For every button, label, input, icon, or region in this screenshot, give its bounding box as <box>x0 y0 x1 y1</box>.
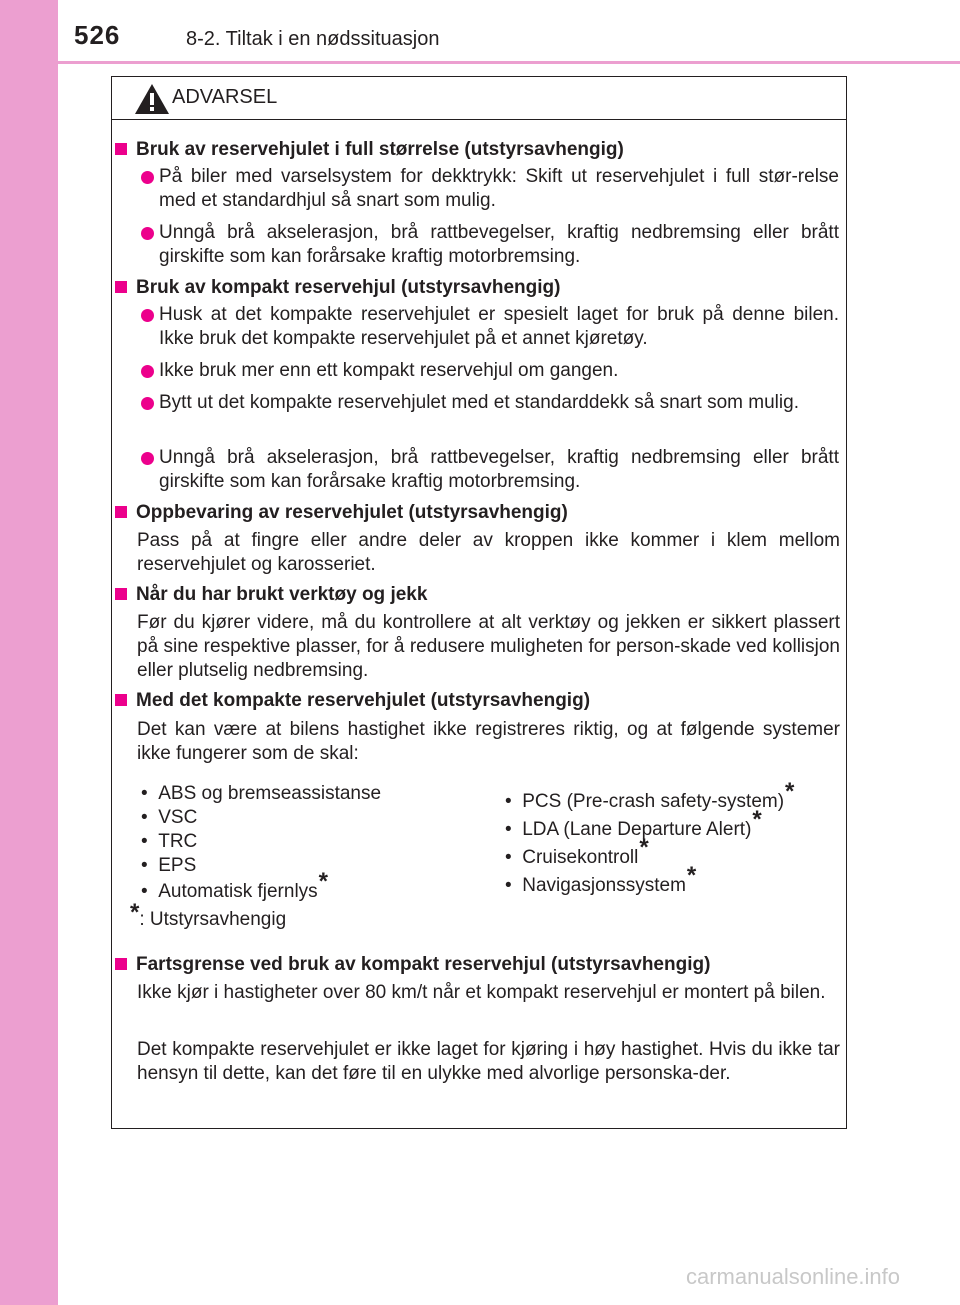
list-item: • TRC <box>141 831 198 852</box>
round-bullet-icon <box>141 227 154 240</box>
square-bullet-icon <box>115 506 127 518</box>
watermark: carmanualsonline.info <box>686 1264 901 1289</box>
warning-triangle-icon <box>134 83 170 115</box>
header-rule <box>58 61 960 64</box>
asterisk-mark: * <box>318 868 329 895</box>
paragraph: Det kompakte reservehjulet er ikke laget for kjøring i høy hastighet. Hvis du ikke tar hensyn til dette, kan det føre til en ulykke med alvorlige personska-der. <box>137 1039 840 1084</box>
asterisk-mark: * <box>639 834 649 861</box>
section-title: 8-2. Tiltak i en nødssituasjon <box>186 28 440 50</box>
square-bullet-icon <box>115 588 127 600</box>
warning-header <box>112 77 846 120</box>
asterisk-mark: * <box>752 806 762 833</box>
list-item: • VSC <box>141 807 198 828</box>
round-bullet-icon <box>141 171 154 184</box>
asterisk-mark: * <box>130 899 140 926</box>
list-item: • EPS <box>141 855 197 876</box>
square-bullet-icon <box>115 694 127 706</box>
page-number: 526 <box>74 20 121 50</box>
paragraph: Det kan være at bilens hastighet ikke registreres riktig, og at følgende systemer ikke fungerer som de skal: <box>137 719 840 764</box>
footnote: *: Utstyrsavhengig <box>130 899 287 930</box>
warning-box: ADVARSEL Bruk av reservehjulet i full størrelse (utstyrsavhengig) På biler med varselsystem for dekktrykk: Skift ut reservehjulet i full stør-relse med et standardhjul så snart som mulig. Unngå brå akselerasjon, brå rattbevegelser, kraftig nedbremsing eller brått girskifte som kan forårsake kraftig motorbremsing. Bruk av kompakt reservehjul (utstyrsavhengig) Husk at det kompakte reservehjulet er spesielt laget for bruk på denne bilen. Ikke bruk det kompakte reservehjulet på et annet kjøretøy. Ikke bruk mer enn ett kompakt reservehjul om gangen. Bytt ut det kompakte reservehjulet med et standarddekk så snart som mulig. Unngå brå akselerasjon, brå rattbevegelser, kraftig nedbremsing eller brått girskifte som kan forårsake kraftig motorbremsing. Oppbevaring av reservehjulet (utstyrsavhengig) Pass på at fingre eller andre deler av kroppen ikke kommer i klem mellom reservehjulet og karosseriet. Når du har brukt verktøy og jekk Før du kjører videre, må du kontrollere at alt verktøy og jekken er sikkert plassert på sine respektive plasser, for å redusere muligheten for person-skade ved kollisjon eller plutselig nedbremsing. Med det kompakte reservehjulet (utstyrsavhengig) Det kan være at bilens hastighet ikke registreres riktig, og at følgende systemer ikke fungerer som de skal: • ABS og bremseassistanse • VSC • TRC • EPS • Automatisk fjernlys* *: Utstyrsavhengig • PCS (Pre-crash safety-system)* • LDA (Lane Departure Alert)* • Cruisekontroll* • Navigasjonssystem* Fartsgrense ved bruk av kompakt reservehjul (utstyrsavhengig) Ikke kjør i hastigheter over 80 km/t når et kompakt reservehjul er montert på bilen. Det kompakte reservehjulet er ikke laget for kjøring i høy hastighet. Hvis du ikke tar hensyn til dette, kan det føre til en ulykke med alvorlige personska-der. <box>111 76 847 1129</box>
round-bullet-icon <box>141 309 154 322</box>
list-item: • Cruisekontroll* <box>505 834 649 868</box>
list-item: • PCS (Pre-crash safety-system)* <box>505 778 795 812</box>
round-bullet-icon <box>141 365 154 378</box>
list-item: • Automatisk fjernlys* <box>141 868 329 902</box>
square-bullet-icon <box>115 143 127 155</box>
round-bullet-icon <box>141 397 154 410</box>
paragraph: Ikke kjør i hastigheter over 80 km/t når et kompakt reservehjul er montert på bilen. <box>137 982 826 1003</box>
round-bullet-icon <box>141 452 154 465</box>
square-bullet-icon <box>115 281 127 293</box>
list-item: • ABS og bremseassistanse <box>141 783 382 804</box>
paragraph: Pass på at fingre eller andre deler av kroppen ikke kommer i klem mellom reservehjulet og karosseriet. <box>137 530 840 575</box>
side-color-band <box>0 0 58 1305</box>
list-item: • Navigasjonssystem* <box>505 862 697 896</box>
asterisk-mark: * <box>785 778 795 805</box>
paragraph: Før du kjører videre, må du kontrollere at alt verktøy og jekken er sikkert plassert på sine respektive plasser, for å redusere muligheten for person-skade ved kollisjon eller plutselig nedbremsing. <box>137 612 840 681</box>
square-bullet-icon <box>115 958 127 970</box>
asterisk-mark: * <box>686 862 697 889</box>
warning-label: ADVARSEL <box>172 86 278 108</box>
list-item: • LDA (Lane Departure Alert)* <box>505 806 762 840</box>
